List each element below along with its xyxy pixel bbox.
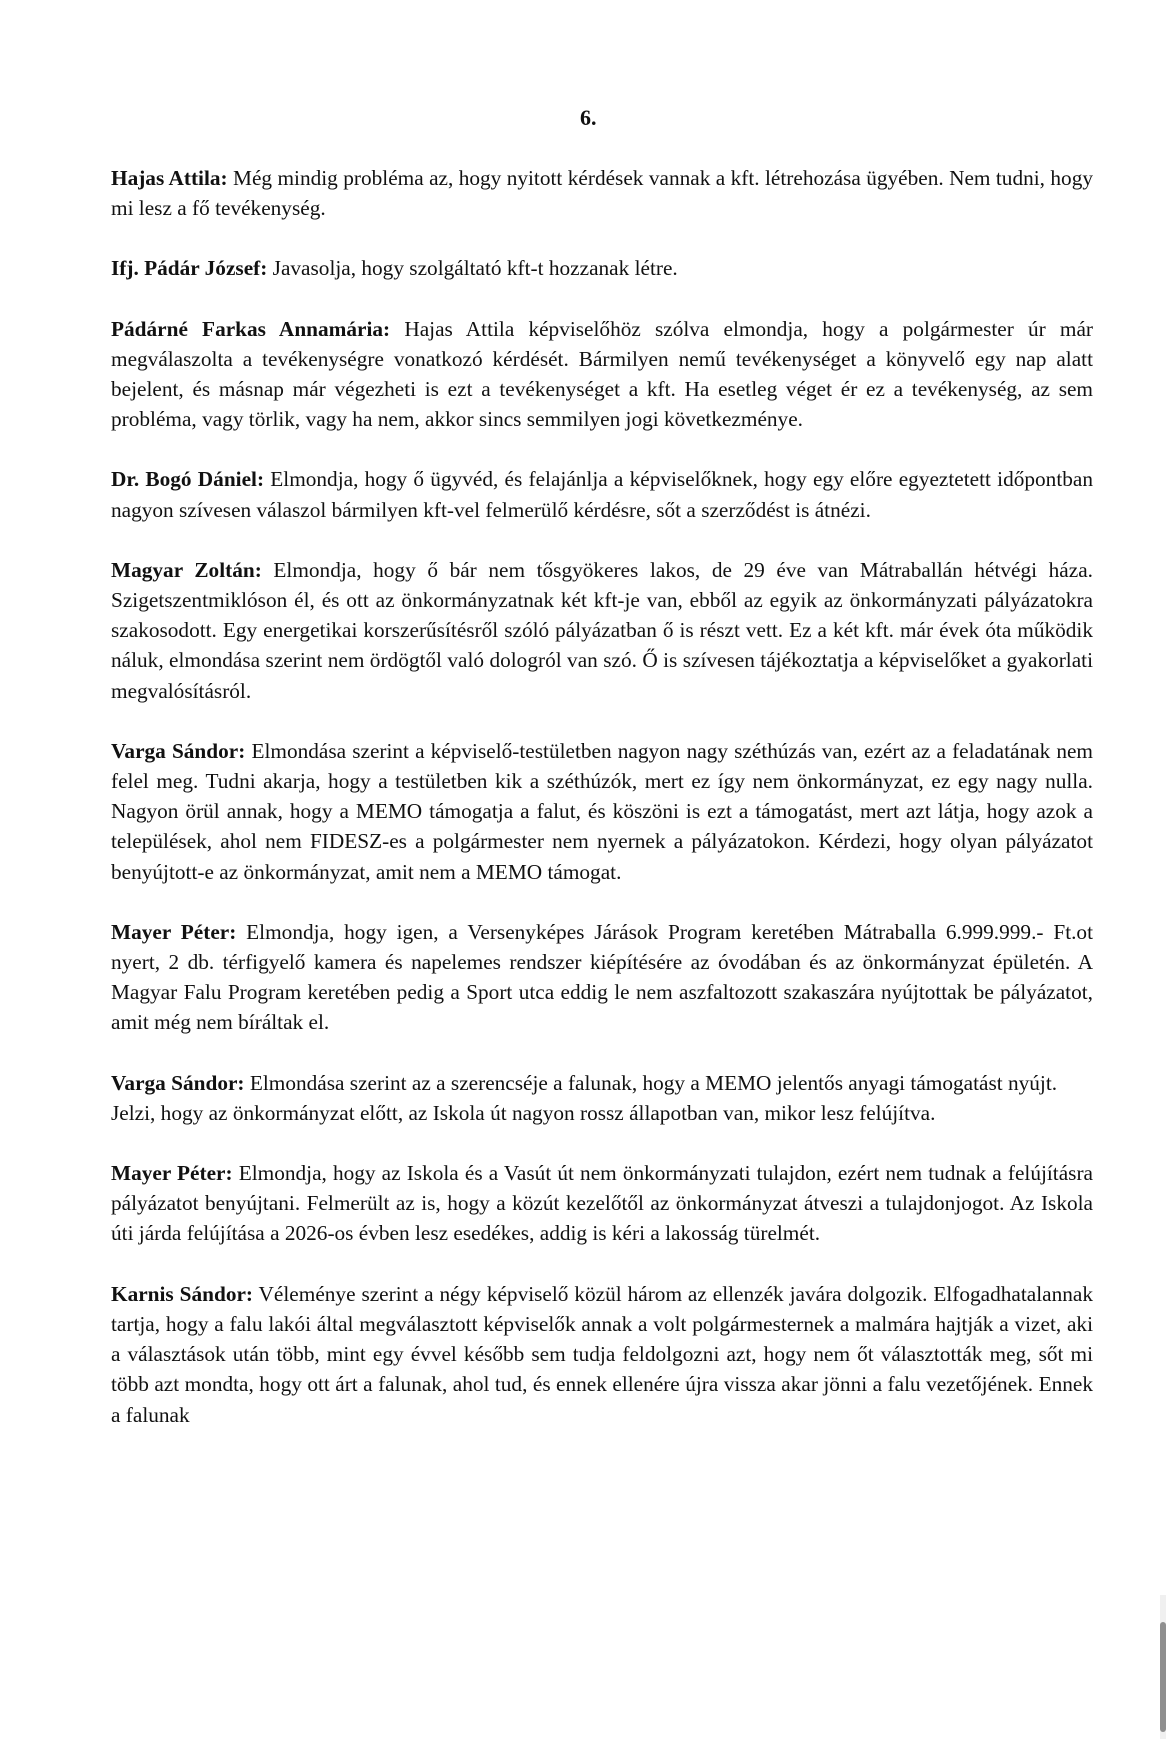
scrollbar-thumb[interactable] bbox=[1160, 1622, 1166, 1732]
paragraph-varga-sandor bbox=[111, 736, 1093, 887]
paragraph-mayer-peter bbox=[111, 917, 1093, 1038]
speaker-name: Pádárné Farkas Annamária: bbox=[111, 316, 391, 341]
speaker-name: Varga Sándor: bbox=[111, 1070, 245, 1095]
paragraph-karnis-sandor bbox=[111, 1279, 1093, 1430]
paragraph-text: Elmondása szerint az a szerencséje a falunak, hogy a MEMO jelentős anyagi támogatást nyújt. bbox=[244, 1070, 1058, 1095]
paragraph-mayer-peter-2 bbox=[111, 1158, 1093, 1249]
paragraph-text: Javasolja, hogy szolgáltató kft-t hozzanak létre. bbox=[267, 256, 678, 281]
paragraph-text: Elmondja, hogy igen, a Versenyképes Járások Program keretében Mátraballa 6.999.999.- Ft.ot nyert, 2 db. térfigyelő kamera és napelemes rendszer kiépítésére az óvodában és az önkormányzat épületén. A Magyar Falu Program keretében pedig a Sport utca eddig le nem aszfaltozott szakaszára nyújtottak be pályázatot, amit még nem bíráltak el. bbox=[111, 919, 1093, 1035]
speaker-name: Mayer Péter: bbox=[111, 1161, 233, 1186]
speaker-name: Magyar Zoltán: bbox=[111, 557, 262, 582]
speaker-name: Dr. Bogó Dániel: bbox=[111, 467, 265, 492]
page-number: 6. bbox=[580, 105, 597, 130]
paragraph-padarne-farkas-annamaria bbox=[111, 314, 1093, 435]
speaker-name: Ifj. Pádár József: bbox=[111, 256, 268, 281]
minutes-body bbox=[111, 163, 1093, 1460]
paragraph-text: Hajas Attila képviselőhöz szólva elmondja, hogy a polgármester úr már megválaszolta a tevékenységre vonatkozó kérdését. Bármilyen nemű tevékenységet a könyvelő egy nap alatt bejelent, és másnap már végezheti is ezt a tevékenységet a kft. Ha esetleg véget ér ez a tevékenység, az sem probléma, vagy törlik, vagy ha nem, akkor sincs semmilyen jogi következménye. bbox=[111, 316, 1093, 432]
paragraph-text-continued: Jelzi, hogy az önkormányzat előtt, az Iskola út nagyon rossz állapotban van, mikor lesz felújítva. bbox=[111, 1100, 936, 1125]
paragraph-dr-bogo-daniel bbox=[111, 464, 1093, 524]
paragraph-text: Elmondja, hogy ő ügyvéd, és felajánlja a képviselőknek, hogy egy előre egyeztetett időpontban nagyon szívesen válaszol bármilyen kft-vel felmerülő kérdésre, sőt a szerződést is átnézi. bbox=[111, 467, 1093, 522]
speaker-name: Varga Sándor: bbox=[111, 738, 246, 763]
speaker-name: Hajas Attila: bbox=[111, 166, 228, 190]
paragraph-varga-sandor-2 bbox=[111, 1068, 1093, 1128]
paragraph-text: Elmondja, hogy az Iskola és a Vasút út nem önkormányzati tulajdon, ezért nem tudnak a felújításra pályázatot benyújtani. Felmerült az is, hogy a közút kezelőtől az önkormányzat átveszi a tulajdonjogot. Az Iskola úti járda felújítása a 2026-os évben lesz esedékes, addig is kéri a lakosság türelmét. bbox=[111, 1161, 1093, 1246]
paragraph-text: Még mindig probléma az, hogy nyitott kérdések vannak a kft. létrehozása ügyében. Nem tudni, hogy mi lesz a fő tevékenység. bbox=[111, 166, 1093, 221]
paragraph-magyar-zoltan bbox=[111, 555, 1093, 706]
paragraph-text: Véleménye szerint a négy képviselő közül három az ellenzék javára dolgozik. Elfogadhatalannak tartja, hogy a falu lakói által megválasztott képviselők annak a volt polgármesternek a malmára hajtják a vizet, aki a választások után több, mint egy évvel később sem tudja feldolgozni azt, hogy nem őt választották meg, sőt mi több azt mondta, hogy ott árt a falunak, ahol tud, és ennek ellenére újra vissza akar jönni a falu vezetőjének. Ennek a falunak bbox=[111, 1281, 1093, 1427]
speaker-name: Karnis Sándor: bbox=[111, 1281, 254, 1306]
paragraph-text: Elmondja, hogy ő bár nem tősgyökeres lakos, de 29 éve van Mátraballán hétvégi háza. Szigetszentmiklóson él, és ott az önkormányzatnak két kft-je van, ebből az egyik az önkormányzati pályázatokra szakosodott. Egy energetikai korszerűsítésről szóló pályázatban ő is részt vett. Ez a két kft. már évek óta működik náluk, elmondása szerint nem ördögtől való dologról van szó. Ő is szívesen tájékoztatja a képviselőket a gyakorlati megvalósításról. bbox=[111, 557, 1093, 703]
speaker-name: Mayer Péter: bbox=[111, 919, 237, 944]
paragraph-ifj-padar-jozsef bbox=[111, 253, 1093, 283]
paragraph-hajas-attila bbox=[111, 163, 1093, 223]
paragraph-text: Elmondása szerint a képviselő-testületben nagyon nagy széthúzás van, ezért az a feladatának nem felel meg. Tudni akarja, hogy a testületben kik a széthúzók, mert ez így nem önkormányzat, ez egy nagy nulla. Nagyon örül annak, hogy a MEMO támogatja a falut, és köszöni is ezt a támogatást, mert azt látja, hogy azok a települések, ahol nem FIDESZ-es a polgármester nem nyernek a pályázatokon. Kérdezi, hogy olyan pályázatot benyújtott-e az önkormányzat, amit nem a MEMO támogat. bbox=[111, 738, 1094, 884]
